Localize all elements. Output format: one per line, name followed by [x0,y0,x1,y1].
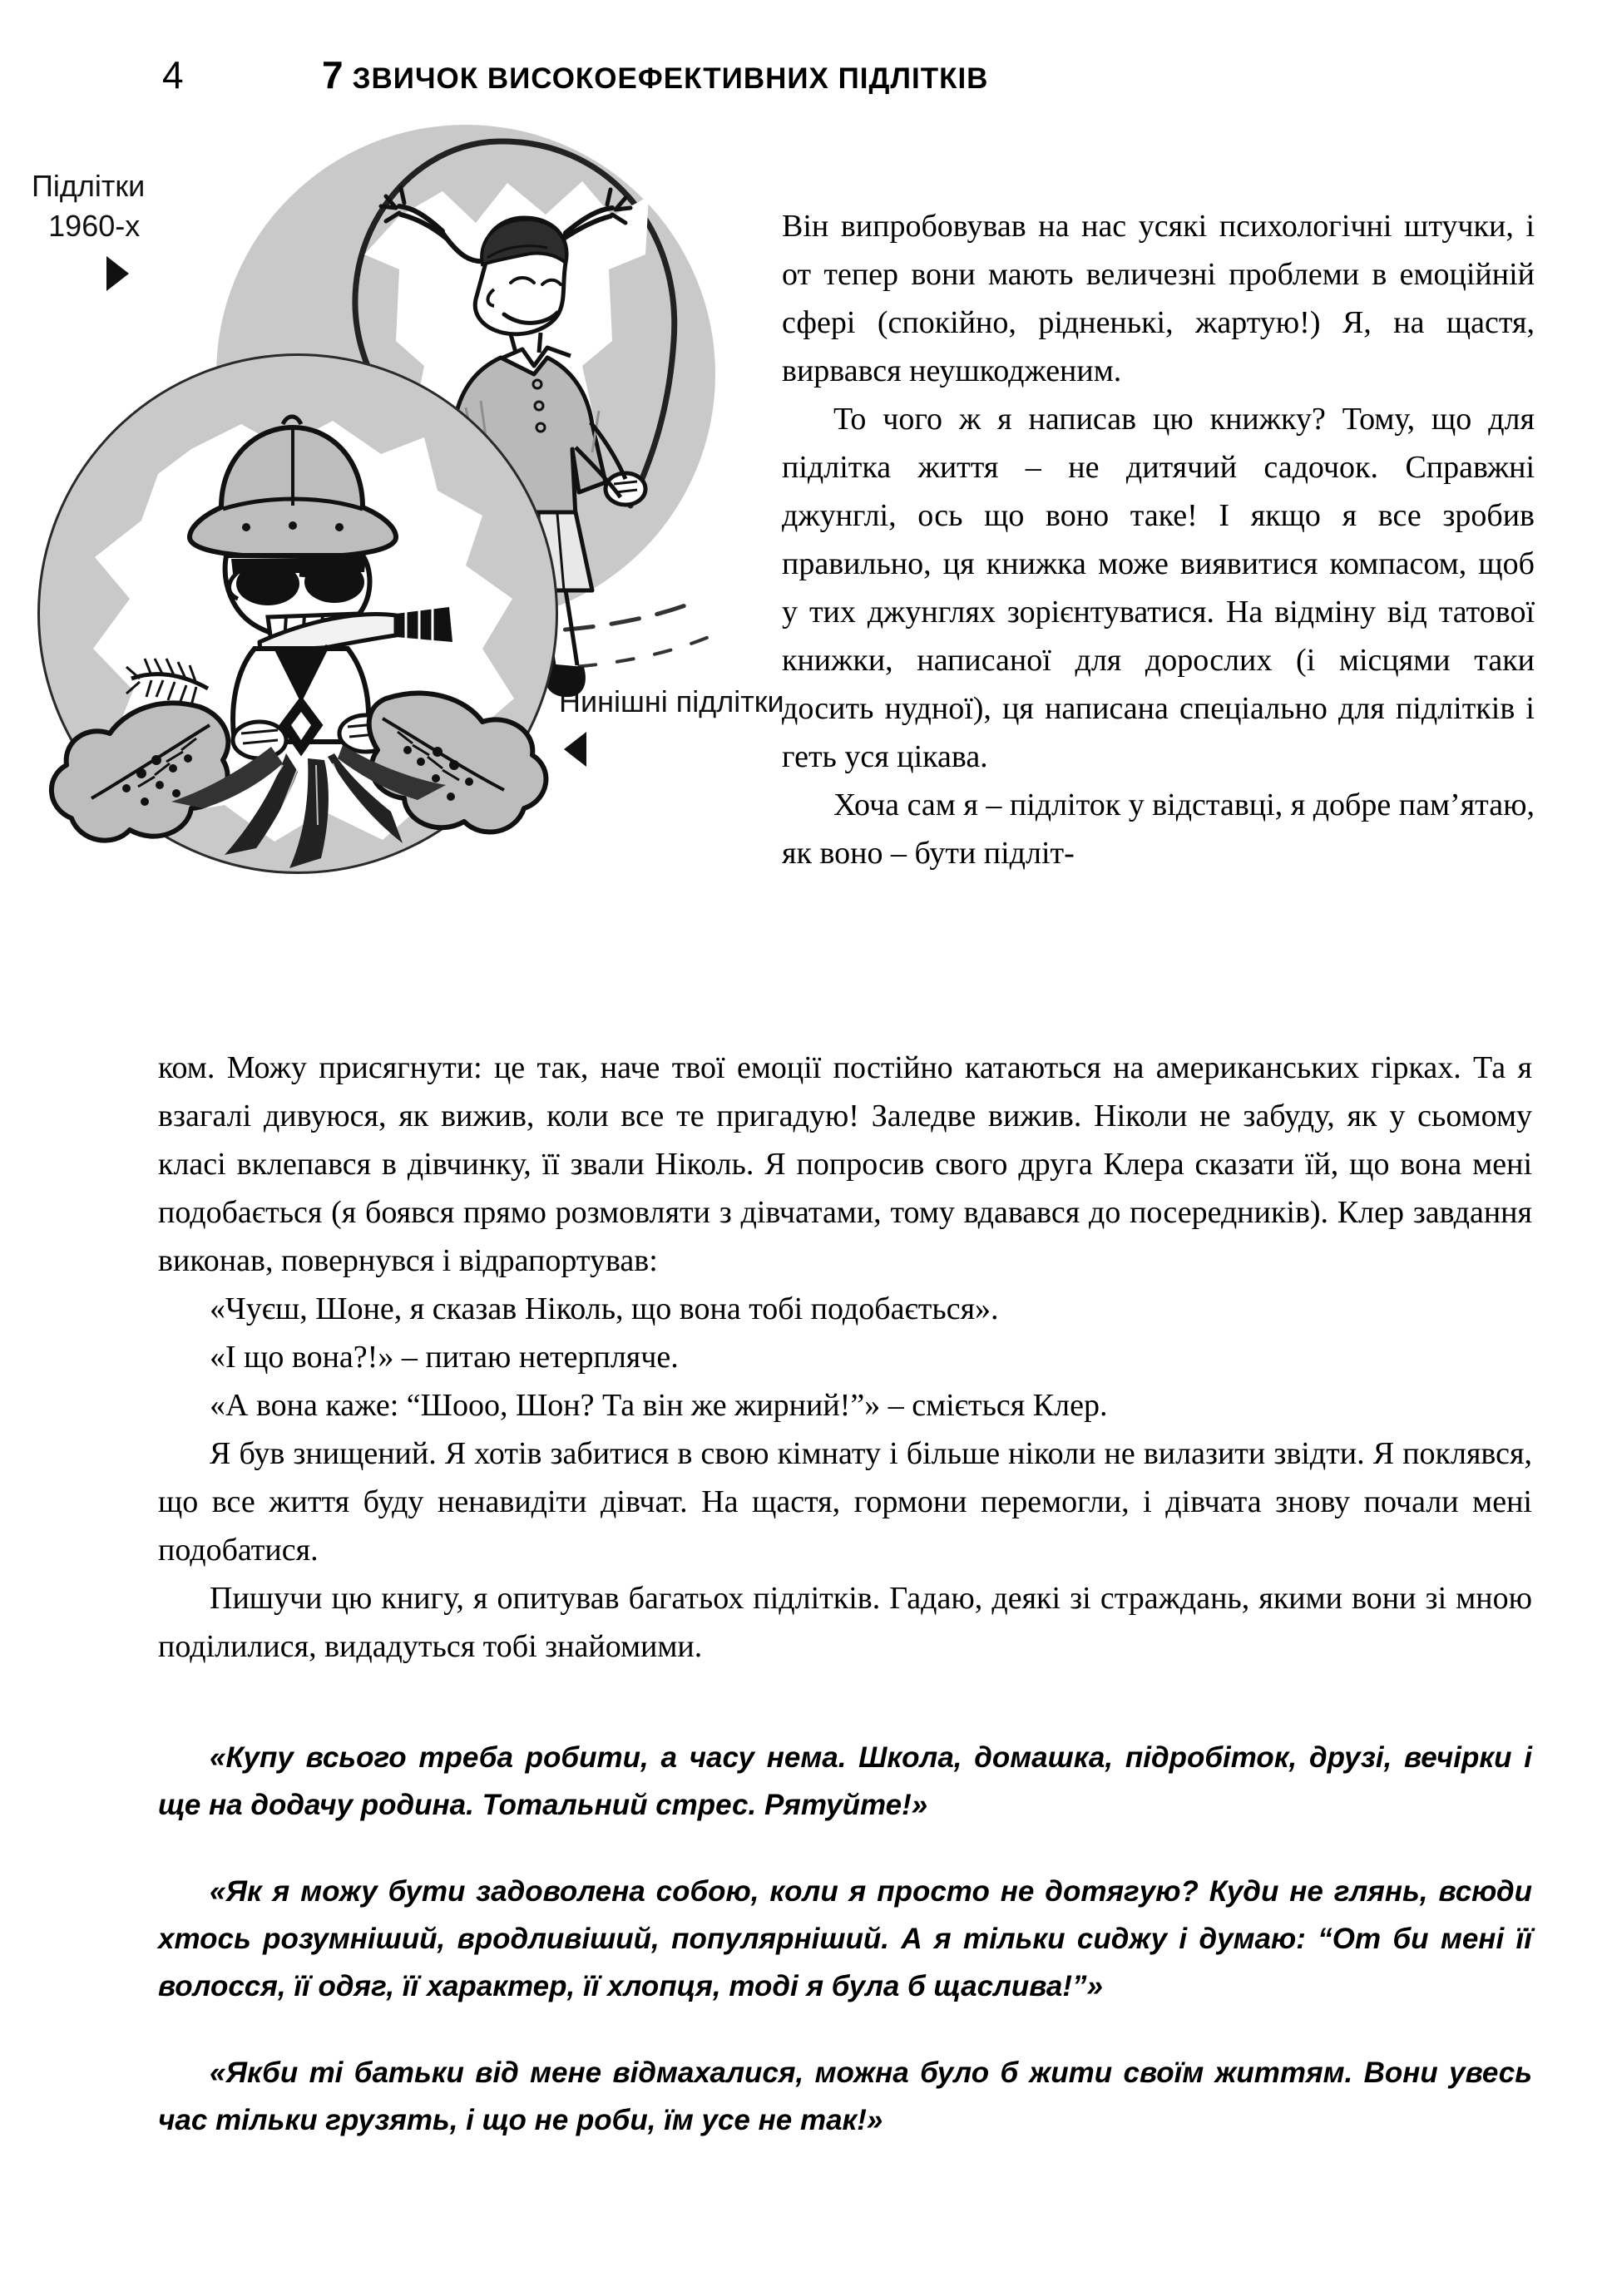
illustration-block [0,100,784,1056]
pointer-right-icon [106,256,129,291]
label-teens-1960s [32,166,145,291]
pointer-left-icon [564,732,586,767]
label-teens-1960s-line2: 1960-х [48,209,141,243]
paragraph: «І що вона?!» – питаю нетерпляче. [210,1340,679,1375]
paragraph: То чого ж я написав цю книжку? Тому, що для підлітка життя – не дитячий садочок. Справжні джунглі, ось що воно таке! І якщо я все зробив правильно, ця книжка може виявитися компасом, щоб у тих джунглях зорієнтуватися. На відміну від татової книжки, написаної для дорослих (і місцями таки досить нудної), ця написана спеціально для підлітків і геть уся цікава. [782,402,1535,774]
label-teens-1960s-line1: Підлітки [32,169,146,203]
paragraph: «А вона каже: “Шооо, Шон? Та він же жирний!”» – сміється Клер. [210,1388,1108,1423]
paragraph: Я був знищений. Я хотів забитися в свою кімнату і більше ніколи не вилазити звідти. Я поклявся, що все життя буду ненавидіти дівчат. На щастя, гормони перемогли, і дівчата знову почали мені подобатися. [158,1436,1532,1568]
quote: «Якби ті батьки від мене відмахалися, можна було б жити своїм життям. Вони увесь час тільки грузять, і що не роби, їм усе не так!» [158,2057,1532,2136]
paragraph: Пишучи цю книгу, я опитував багатьох підлітків. Гадаю, деякі зі страждань, якими вони зі мною поділилися, видадуться тобі знайомими. [158,1581,1532,1664]
full-width-text [158,1044,1532,1671]
right-column-text [782,202,1535,877]
illustration-jungle-teen [33,349,566,881]
label-teens-modern-line1: Нинішні [559,684,668,718]
paragraph: ком. Можу присягнути: це так, наче твої емоції постійно катаються на американських гірках. Та я взагалі дивуюся, як вижив, коли все те пригадую! Заледве вижив. Ніколи не забуду, як у сьомому класі вклепався в дівчинку, її звали Ніколь. Я попросив свого друга Клера сказати їй, що вона мені подобається (я боявся прямо розмовляти з дівчатами, тому вдавався до посередників). Клер завдання виконав, повернувся і відрапортував: [158,1050,1532,1278]
running-head-number: 7 [322,53,344,96]
teen-quotes [158,1734,1532,2144]
page-number: 4 [162,53,184,96]
paragraph: «Чуєш, Шоне, я сказав Ніколь, що вона тобі подобається». [210,1291,999,1326]
running-head-title: ЗВИЧОК ВИСОКОЕФЕКТИВНИХ ПІДЛІТКІВ [352,62,989,95]
paragraph: Він випробовував на нас усякі психологічні штучки, і от тепер вони мають величезні проблеми в емоційній сфері (спокійно, рідненькі, жартую!) Я, на щастя, вирвався неушкодженим. [782,209,1535,388]
quote: «Купу всього треба робити, а часу нема. Школа, домашка, підробіток, друзі, вечірки і ще на додачу родина. Тотальний стрес. Рятуйте!» [158,1741,1532,1821]
quote: «Як я можу бути задоволена собою, коли я просто не дотягую? Куди не глянь, всюди хтось розумніший, вродливіший, популярніший. А я тільки сиджу і думаю: “От би мені її волосся, її одяг, її характер, її хлопця, тоді я була б щаслива!”» [158,1875,1532,2002]
paragraph: Хоча сам я – підліток у відставці, я добре пам’ятаю, як воно – бути підліт- [782,788,1535,871]
label-teens-modern-line2: підлітки [675,684,784,718]
label-teens-modern [559,682,784,767]
